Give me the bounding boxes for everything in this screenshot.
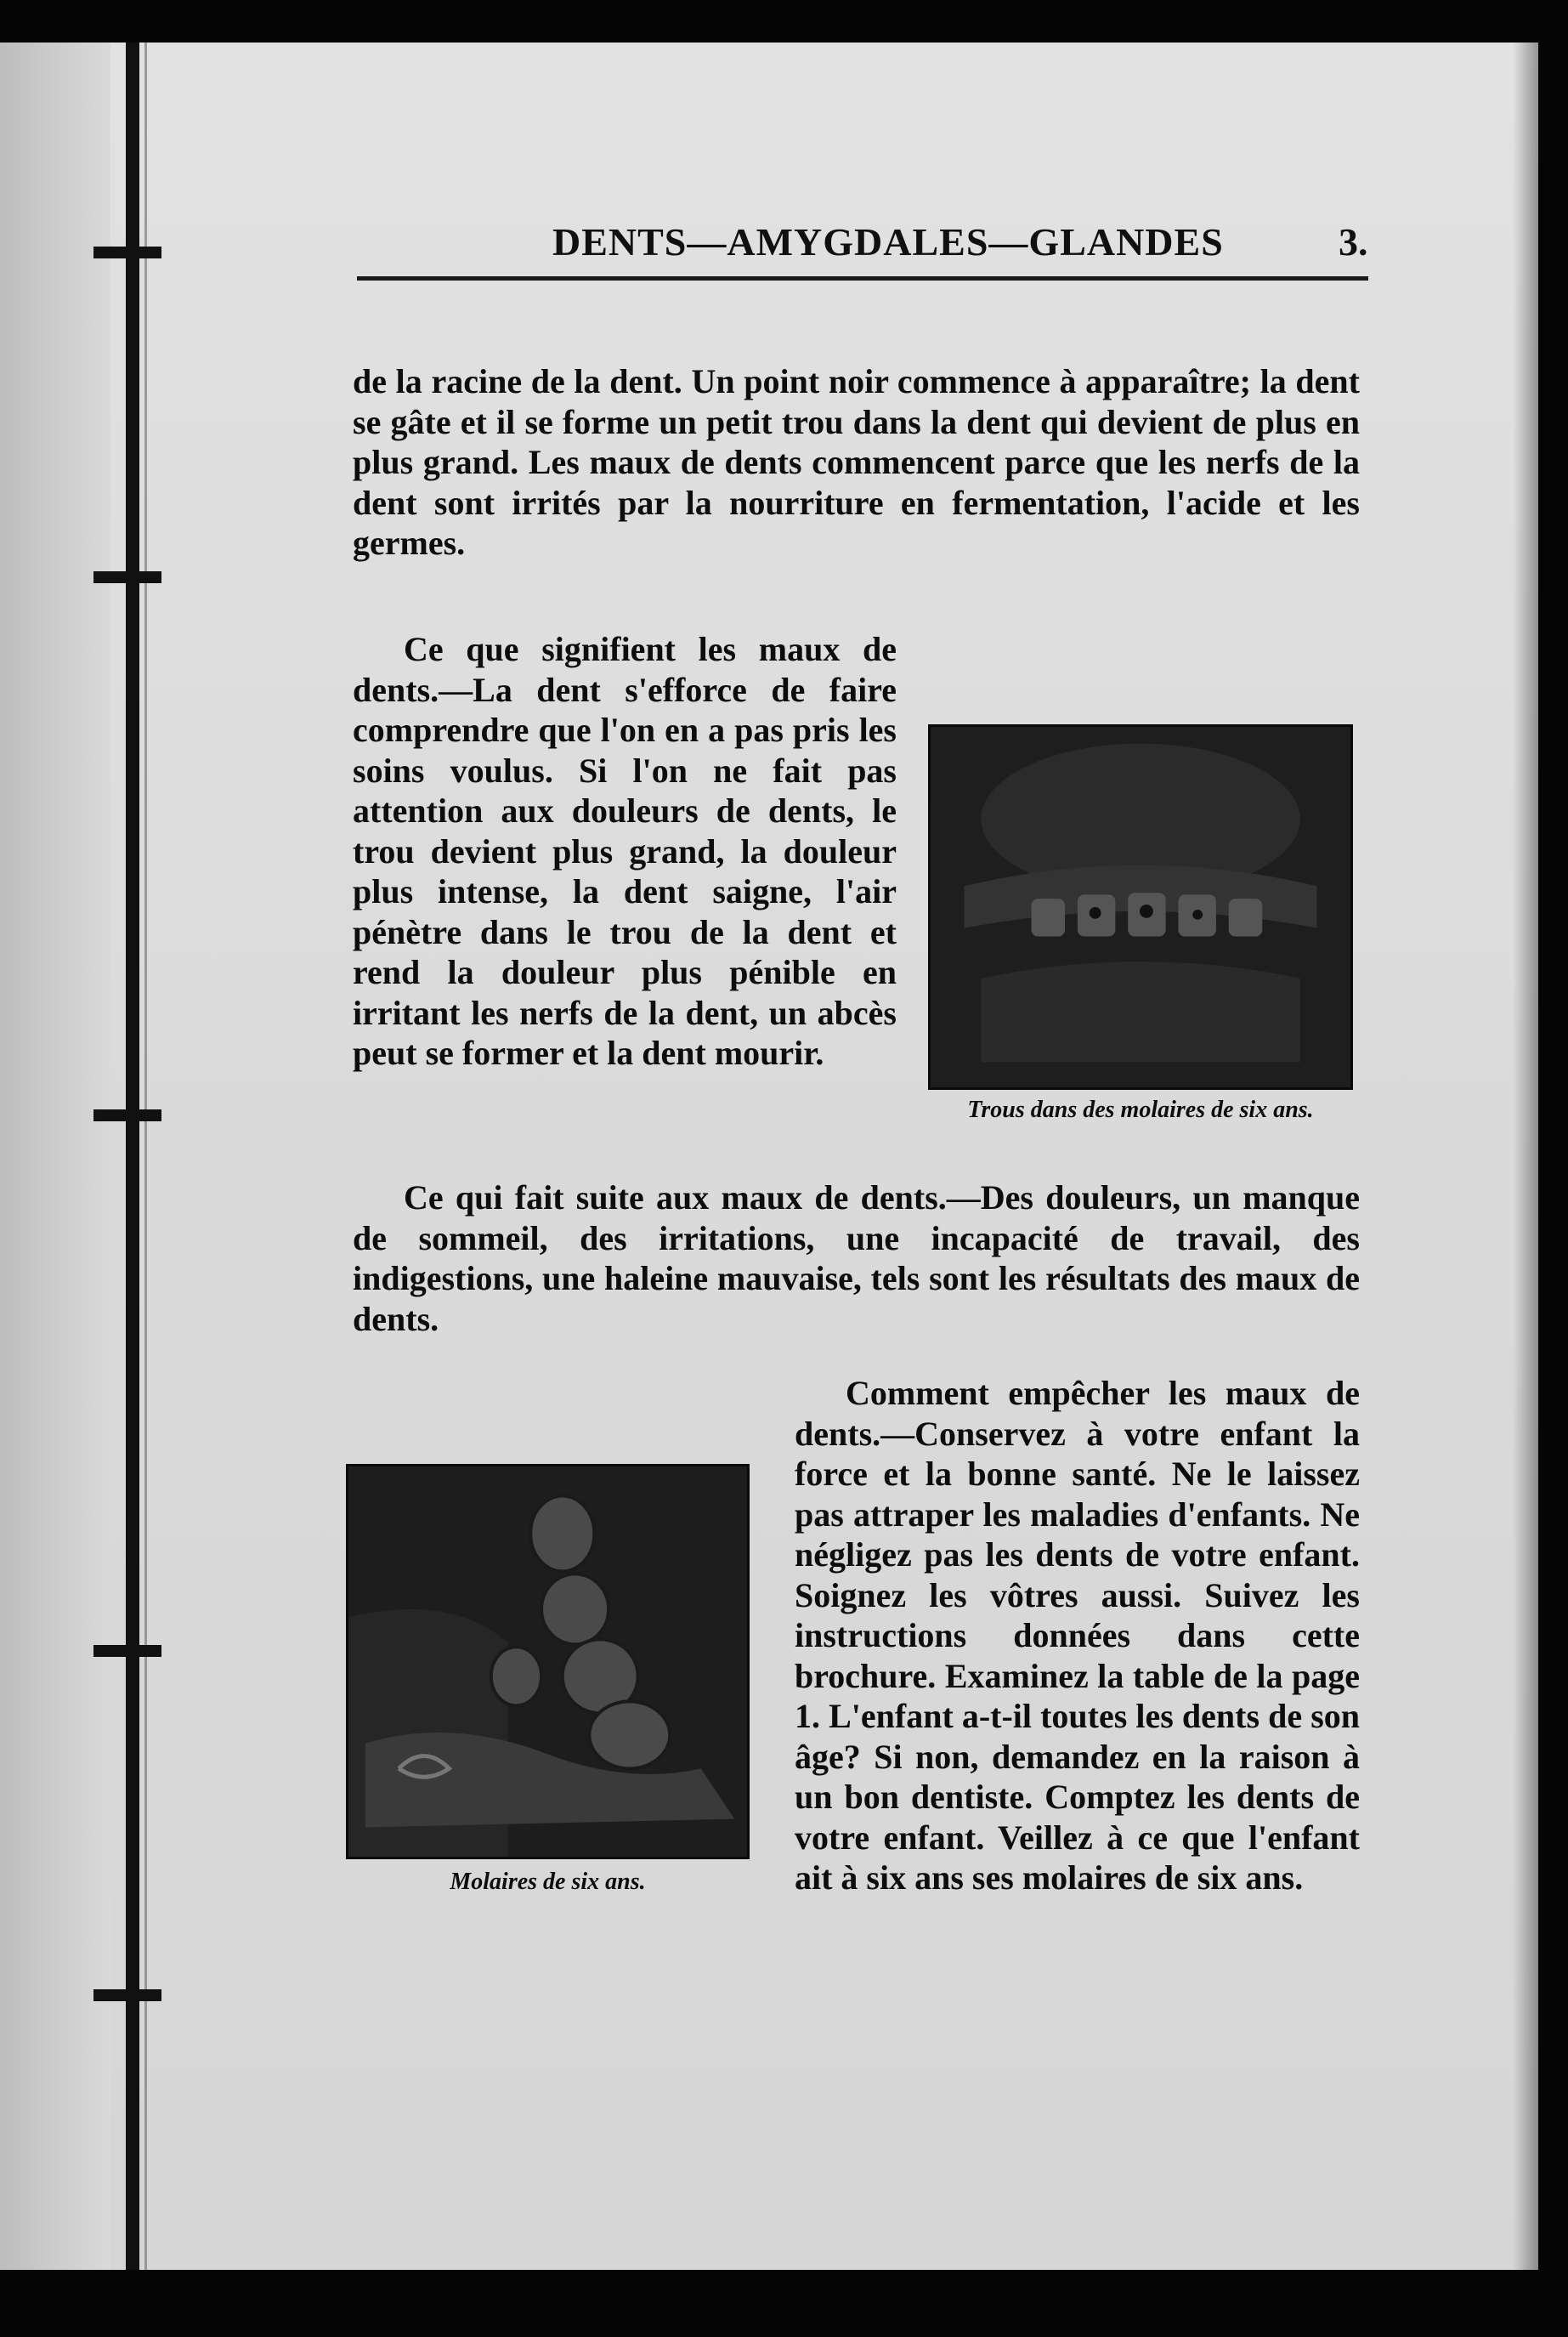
binding-staple — [93, 1989, 161, 2001]
binding-staple — [93, 247, 161, 258]
binding-staple — [93, 1109, 161, 1121]
paragraph-1 — [353, 361, 1360, 564]
running-title: DENTS—AMYGDALES—GLANDES — [552, 220, 1224, 264]
paragraph-4-heading: Comment empêcher les maux de dents. — [795, 1374, 1360, 1453]
paragraph-3-body: —Des douleurs, un manque de sommeil, des irritations, une incapacité de travail, des indigestions, une haleine mauvaise, tels sont les résultats des maux de dents. — [353, 1178, 1361, 1338]
paragraph-2-body: —La dent s'efforce de faire comprendre que l'on en a pas pris les soins voulus. Si l'on ne fait pas attention aux douleurs de dents, le trou devient plus grand, la douleur plus intense, la dent saigne, l'air pénètre dans le trou de la dent et rend la douleur plus pénible en irritant les nerfs de la dent, un abcès peut se former et la dent mourir. — [353, 670, 897, 1072]
binding-staple — [93, 1645, 161, 1657]
figure-1-caption: Trous dans des molaires de six ans. — [967, 1097, 1314, 1123]
header-rule — [357, 276, 1368, 281]
binding-spine — [126, 43, 139, 2270]
figure-1-image — [931, 727, 1350, 1087]
binding-strip — [0, 43, 110, 2270]
paragraph-4-body: —Conservez à votre enfant la force et la bonne santé. Ne le laissez pas attraper les maladies d'enfants. Ne négligez pas les dents de votre enfant. Soignez les vôtres aussi. Suivez les instructions données dans cette brochure. Examinez la table de la page 1. L'enfant a-t-il toutes les dents de son âge? Si non, demandez en la raison à un bon dentiste. Comptez les dents de votre enfant. Veillez à ce que l'enfant ait à six ans ses molaires de six ans. — [795, 1414, 1360, 1897]
page-number: 3. — [1339, 220, 1368, 264]
paragraph-2 — [353, 629, 897, 1074]
paragraph-2-heading: Ce que signifient les maux de dents. — [353, 630, 897, 709]
figure-1-photo — [928, 724, 1353, 1090]
page-edge-shadow — [1513, 43, 1538, 2270]
paragraph-1-body: de la racine de la dent. Un point noir commence à apparaître; la dent se gâte et il se forme un petit trou dans la dent qui devient de plus en plus grand. Les maux de dents commencent parce que les nerfs de la dent sont irrités par la nourriture en fermentation, l'acide et les germes. — [353, 362, 1360, 562]
binding-staple — [93, 571, 161, 583]
gutter-shadow — [144, 43, 147, 2270]
figure-2-caption: Molaires de six ans. — [450, 1869, 646, 1895]
paragraph-3 — [353, 1177, 1360, 1339]
figure-2-float-space — [353, 1373, 795, 1955]
paragraph-4 — [353, 1373, 1360, 1955]
paragraph-3-heading: Ce qui fait suite aux maux de dents. — [404, 1178, 947, 1217]
